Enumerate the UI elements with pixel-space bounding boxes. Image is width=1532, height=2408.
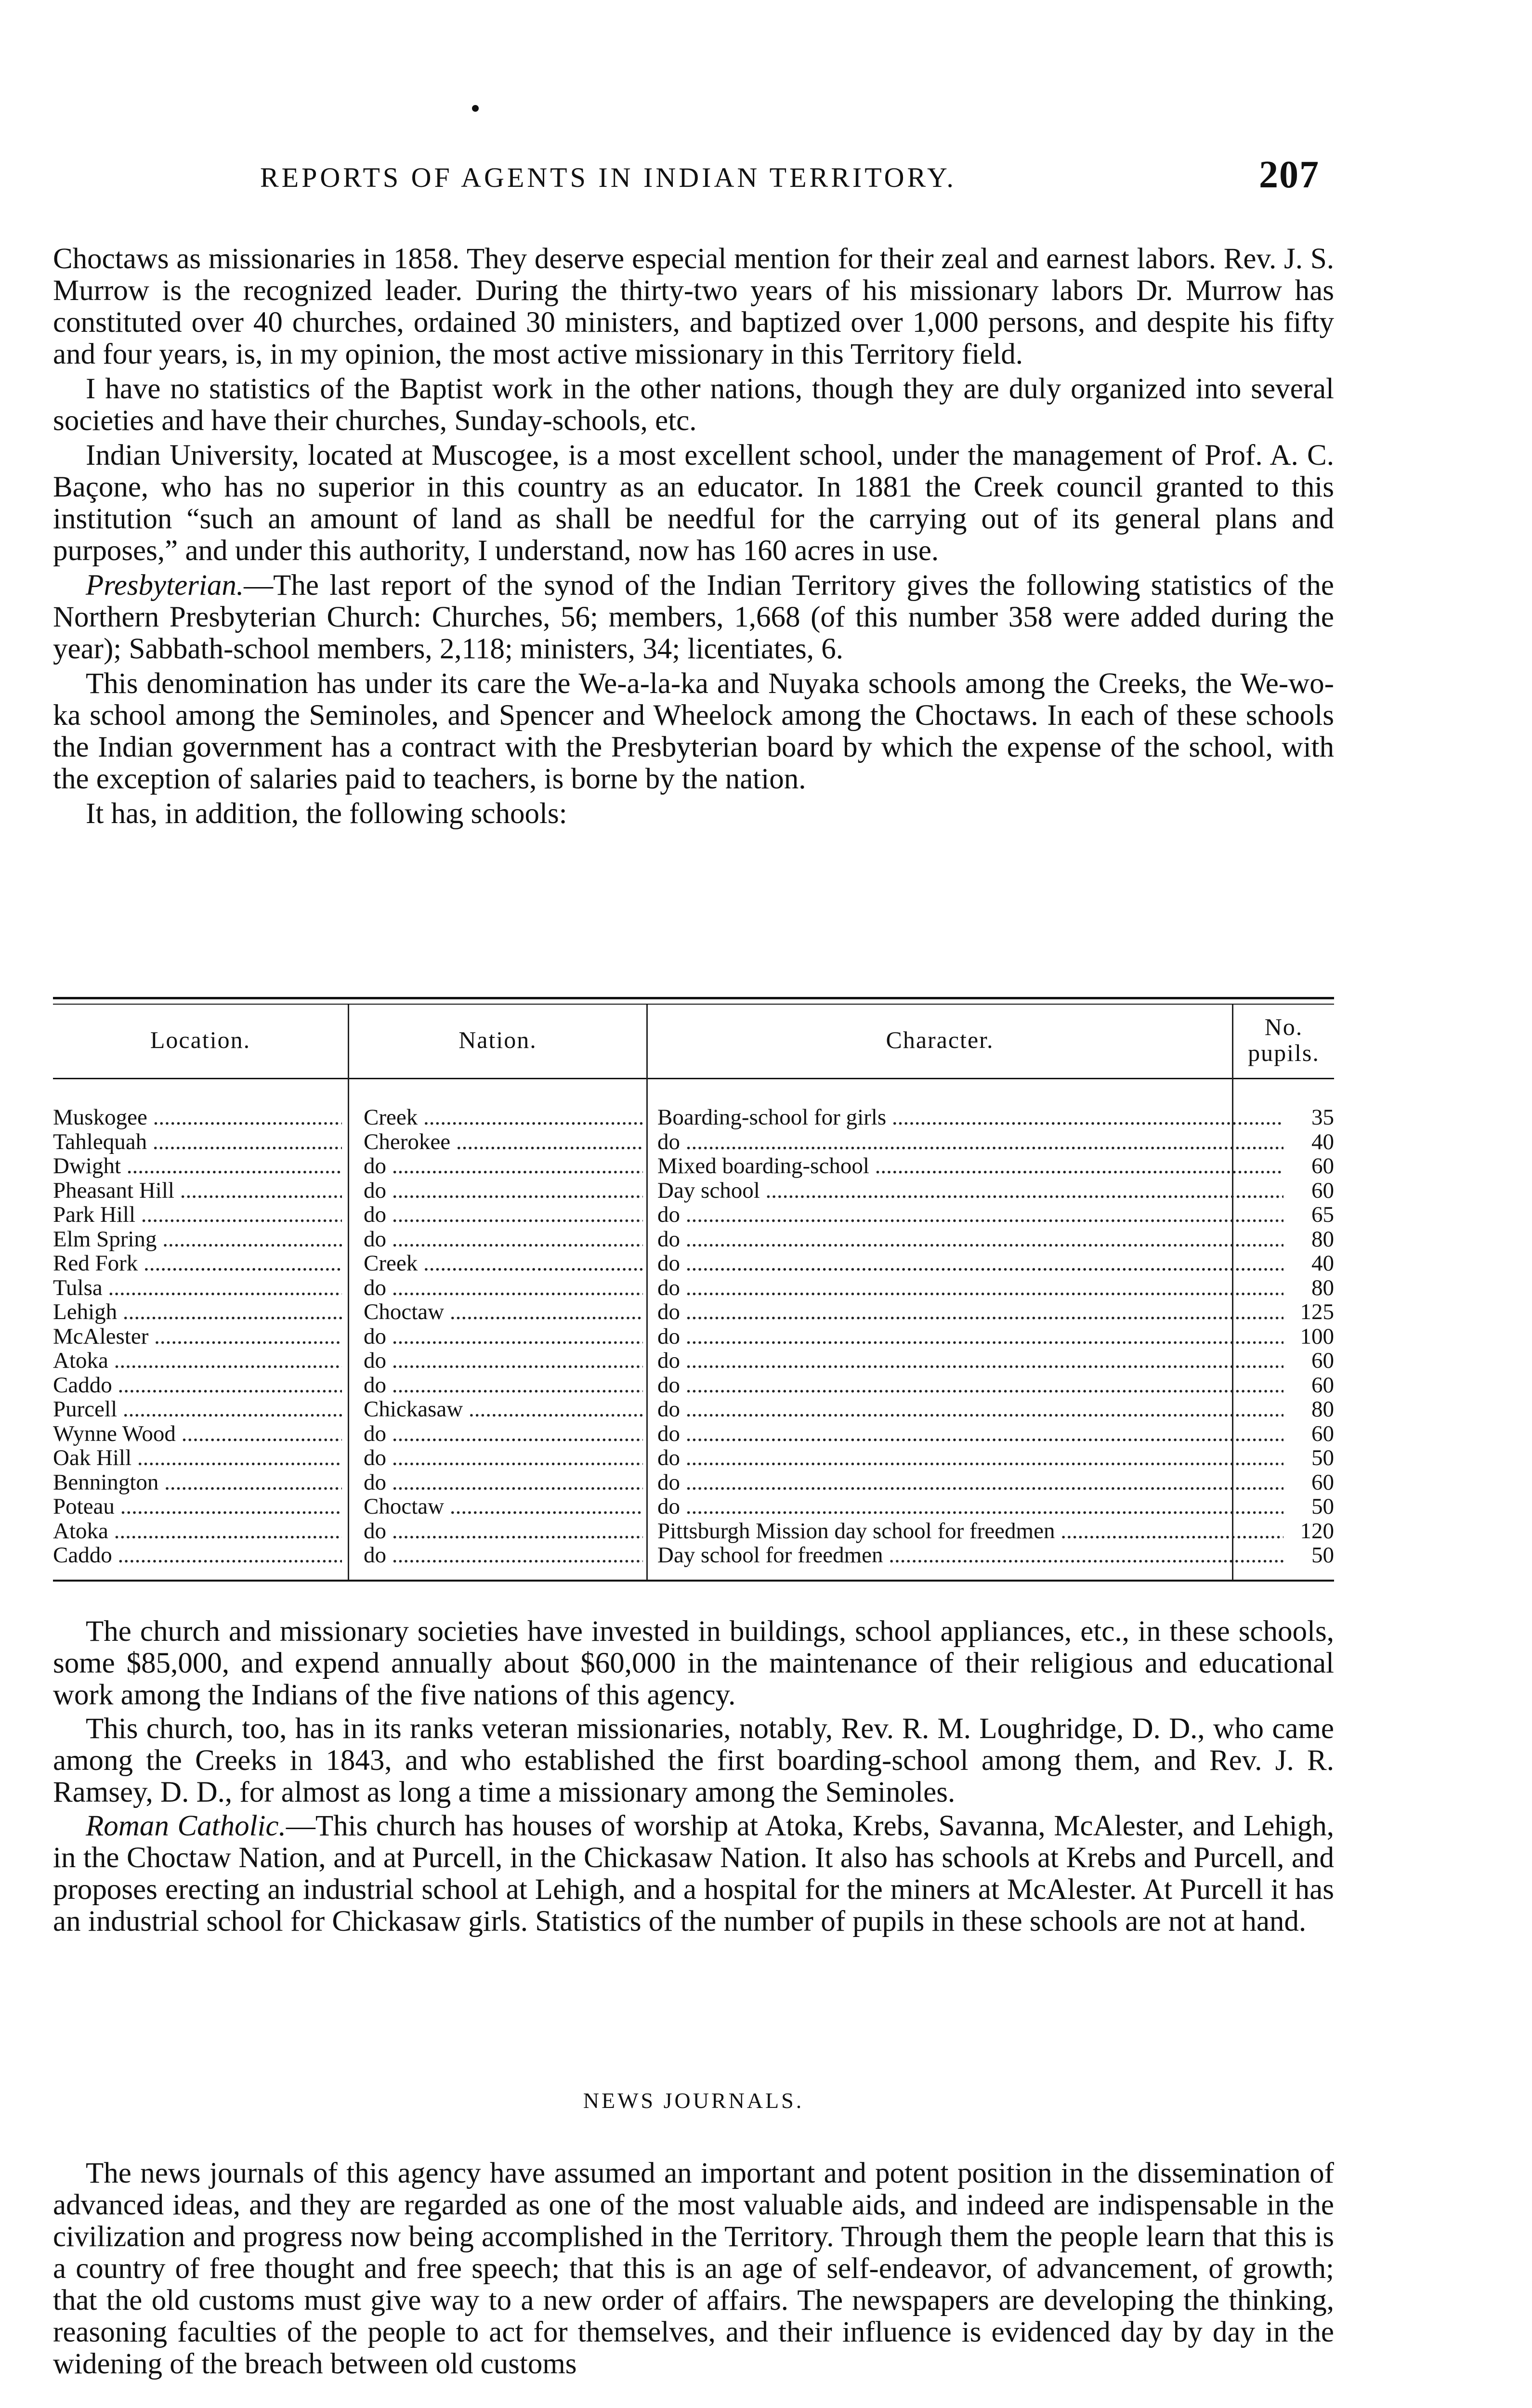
cell-location: McAlester .....: [53, 1324, 342, 1348]
ink-dot-mark: [472, 105, 479, 112]
table-rule: [53, 997, 1334, 999]
cell-pupils: 80: [1311, 1275, 1334, 1300]
document-page: [53, 0, 1334, 2408]
cell-pupils: 60: [1311, 1178, 1334, 1203]
cell-nation: Cherokee .....: [364, 1130, 643, 1154]
body-text-middle: [53, 1616, 1334, 1937]
cell-nation: Choctaw .....: [364, 1494, 643, 1518]
cell-character: do .....: [657, 1324, 1283, 1348]
table-rule: [53, 1580, 1334, 1582]
cell-pupils: 40: [1311, 1129, 1334, 1154]
page-number: 207: [1259, 154, 1320, 196]
cell-location: Dwight .....: [53, 1154, 342, 1178]
cell-location: Poteau .....: [53, 1494, 342, 1518]
cell-nation: do .....: [364, 1227, 643, 1251]
cell-location: Caddo .....: [53, 1373, 342, 1397]
paragraph: Roman Catholic.—This church has houses of worship at Atoka, Krebs, Savanna, McAlester, and Lehigh, in the Choctaw Nation, and at Purcell, in the Chickasaw Nation. It also has schools at Krebs and Purcell, and proposes erecting an industrial school at Lehigh, and a hospital for the miners at McAlester. At Purcell it has an industrial school for Chickasaw girls. Statistics of the number of pupils in these schools are not at hand.: [53, 1810, 1334, 1937]
section-lead-roman-catholic: Roman Catholic.: [86, 1810, 286, 1842]
table-row: [53, 1203, 1334, 1227]
cell-character: do .....: [657, 1446, 1283, 1470]
cell-pupils: 100: [1300, 1324, 1334, 1348]
table-row: [53, 1373, 1334, 1398]
column-header-pupils: No. pupils.: [1248, 1013, 1320, 1066]
section-lead-presbyterian: Presbyterian.: [86, 569, 244, 602]
cell-character: do .....: [657, 1422, 1283, 1446]
cell-location: Bennington .....: [53, 1470, 342, 1494]
table-row: [53, 1105, 1334, 1130]
cell-location: Purcell .....: [53, 1397, 342, 1421]
column-header-character: Character.: [886, 1026, 994, 1053]
cell-location: Tulsa .....: [53, 1276, 342, 1300]
column-header-nation: Nation.: [458, 1026, 537, 1053]
table-row: [53, 1227, 1334, 1252]
cell-character: do .....: [657, 1470, 1283, 1494]
cell-location: Tahlequah .....: [53, 1130, 342, 1154]
cell-character: do .....: [657, 1397, 1283, 1421]
cell-character: do .....: [657, 1130, 1283, 1154]
cell-character: do .....: [657, 1348, 1283, 1373]
cell-nation: do .....: [364, 1154, 643, 1178]
cell-character: do .....: [657, 1276, 1283, 1300]
cell-character: do .....: [657, 1373, 1283, 1397]
section-heading: NEWS JOURNALS.: [583, 2088, 804, 2113]
cell-nation: do .....: [364, 1203, 643, 1227]
cell-nation: Choctaw .....: [364, 1300, 643, 1324]
table-row: [53, 1446, 1334, 1470]
paragraph: This denomination has under its care the We-a-la-ka and Nuyaka schools among the Creeks, the We-wo-ka school among the Seminoles, and Spencer and Wheelock among the Choctaws. In each of these schools the Indian government has a contract with the Presbyterian board by which the expense of the school, with the exception of salaries paid to teachers, is borne by the nation.: [53, 667, 1334, 795]
cell-pupils: 60: [1311, 1154, 1334, 1178]
cell-nation: do .....: [364, 1178, 643, 1203]
cell-character: do .....: [657, 1251, 1283, 1275]
table-row: [53, 1397, 1334, 1422]
table-row: [53, 1300, 1334, 1324]
cell-character: do .....: [657, 1227, 1283, 1251]
paragraph: Presbyterian.—The last report of the synod of the Indian Territory gives the following statistics of the Northern Presbyterian Church: Churches, 56; members, 1,668 (of this number 358 were added during the year); Sabbath-school members, 2,118; ministers, 34; licentiates, 6.: [53, 569, 1334, 665]
cell-nation: do .....: [364, 1519, 643, 1543]
cell-nation: Chickasaw .....: [364, 1397, 643, 1421]
paragraph: It has, in addition, the following schools:: [86, 798, 567, 830]
cell-pupils: 35: [1311, 1105, 1334, 1129]
paragraph: I have no statistics of the Baptist work in the other nations, though they are duly organized into several societies and have their churches, Sunday-schools, etc.: [53, 373, 1334, 437]
cell-location: Lehigh .....: [53, 1300, 342, 1324]
table-row: [53, 1130, 1334, 1154]
cell-location: Caddo .....: [53, 1543, 342, 1567]
cell-nation: do .....: [364, 1470, 643, 1494]
table-row: [53, 1348, 1334, 1373]
cell-location: Atoka .....: [53, 1348, 342, 1373]
table-row: [53, 1470, 1334, 1495]
cell-pupils: 65: [1311, 1203, 1334, 1227]
cell-character: Boarding-school for girls .....: [657, 1105, 1283, 1129]
cell-location: Park Hill .....: [53, 1203, 342, 1227]
cell-nation: do .....: [364, 1324, 643, 1348]
cell-nation: do .....: [364, 1373, 643, 1397]
cell-character: Mixed boarding-school .....: [657, 1154, 1283, 1178]
cell-character: do .....: [657, 1300, 1283, 1324]
cell-pupils: 50: [1311, 1494, 1334, 1518]
table-row: [53, 1251, 1334, 1276]
table-row: [53, 1422, 1334, 1446]
cell-nation: do .....: [364, 1543, 643, 1567]
table-row: [53, 1276, 1334, 1300]
table-row: [53, 1494, 1334, 1519]
cell-nation: Creek .....: [364, 1251, 643, 1275]
cell-nation: do .....: [364, 1422, 643, 1446]
cell-location: Wynne Wood .....: [53, 1422, 342, 1446]
cell-pupils: 60: [1311, 1373, 1334, 1397]
cell-character: Pittsburgh Mission day school for freedmen .....: [657, 1519, 1283, 1543]
column-header-location: Location.: [150, 1026, 251, 1053]
cell-pupils: 50: [1311, 1446, 1334, 1470]
cell-character: Day school for freedmen .....: [657, 1543, 1283, 1567]
cell-location: Oak Hill .....: [53, 1446, 342, 1470]
paragraph: Indian University, located at Muscogee, is a most excellent school, under the management of Prof. A. C. Baçone, who has no superior in this country as an educator. In 1881 the Creek council granted to this institution “such an amount of land as shall be needful for the carrying out of its general plans and purposes,” and under this authority, I understand, now has 160 acres in use.: [53, 439, 1334, 567]
body-text-top: [53, 243, 1334, 830]
cell-location: Atoka .....: [53, 1519, 342, 1543]
table-row: [53, 1519, 1334, 1544]
cell-pupils: 60: [1311, 1470, 1334, 1494]
cell-pupils: 60: [1311, 1348, 1334, 1373]
cell-location: Elm Spring .....: [53, 1227, 342, 1251]
paragraph: Choctaws as missionaries in 1858. They deserve especial mention for their zeal and earnest labors. Rev. J. S. Murrow is the recognized leader. During the thirty-two years of his missionary labors Dr. Murrow has constituted over 40 churches, ordained 30 ministers, and baptized over 1,000 persons, and despite his fifty and four years, is, in my opinion, the most active missionary in this Territory field.: [53, 243, 1334, 370]
cell-location: Muskogee .....: [53, 1105, 342, 1129]
cell-character: do .....: [657, 1494, 1283, 1518]
cell-pupils: 40: [1311, 1251, 1334, 1275]
body-text-bottom: [53, 2158, 1334, 2380]
running-title: REPORTS OF AGENTS IN INDIAN TERRITORY.: [260, 162, 956, 193]
table-row: [53, 1154, 1334, 1178]
table-row: [53, 1178, 1334, 1203]
cell-location: Pheasant Hill .....: [53, 1178, 342, 1203]
schools-table: [53, 997, 1334, 1594]
table-rule: [53, 1078, 1334, 1079]
cell-nation: do .....: [364, 1276, 643, 1300]
cell-pupils: 80: [1311, 1397, 1334, 1421]
cell-pupils: 60: [1311, 1421, 1334, 1446]
paragraph: The church and missionary societies have invested in buildings, school appliances, etc., in these schools, some $85,000, and expend annually about $60,000 in the maintenance of their religious and educational work among the Indians of the five nations of this agency.: [53, 1615, 1334, 1711]
paragraph: This church, too, has in its ranks veteran missionaries, notably, Rev. R. M. Loughridge, D. D., who came among the Creeks in 1843, and who established the first boarding-school among them, and Rev. J. R. Ramsey, D. D., for almost as long a time a missionary among the Seminoles.: [53, 1713, 1334, 1808]
cell-pupils: 50: [1311, 1543, 1334, 1567]
table-row: [53, 1324, 1334, 1349]
table-row: [53, 1543, 1334, 1568]
cell-character: Day school .....: [657, 1178, 1283, 1203]
cell-character: do .....: [657, 1203, 1283, 1227]
cell-pupils: 125: [1300, 1300, 1334, 1324]
table-body: [53, 1105, 1334, 1568]
cell-location: Red Fork .....: [53, 1251, 342, 1275]
cell-pupils: 120: [1300, 1518, 1334, 1543]
cell-pupils: 80: [1311, 1227, 1334, 1251]
cell-nation: Creek .....: [364, 1105, 643, 1129]
cell-nation: do .....: [364, 1446, 643, 1470]
cell-nation: do .....: [364, 1348, 643, 1373]
paragraph: The news journals of this agency have assumed an important and potent position in the dissemination of advanced ideas, and they are regarded as one of the most valuable aids, and indeed are indispensable in the civilization and progress now being accomplished in the Territory. Through them the people learn that this is a country of free thought and free speech; that this is an age of self-endeavor, of advancement, of growth; that the old customs must give way to a new order of affairs. The newspapers are developing the thinking, reasoning faculties of the people to act for themselves, and their influence is evidenced day by day in the widening of the breach between old customs: [53, 2157, 1334, 2380]
